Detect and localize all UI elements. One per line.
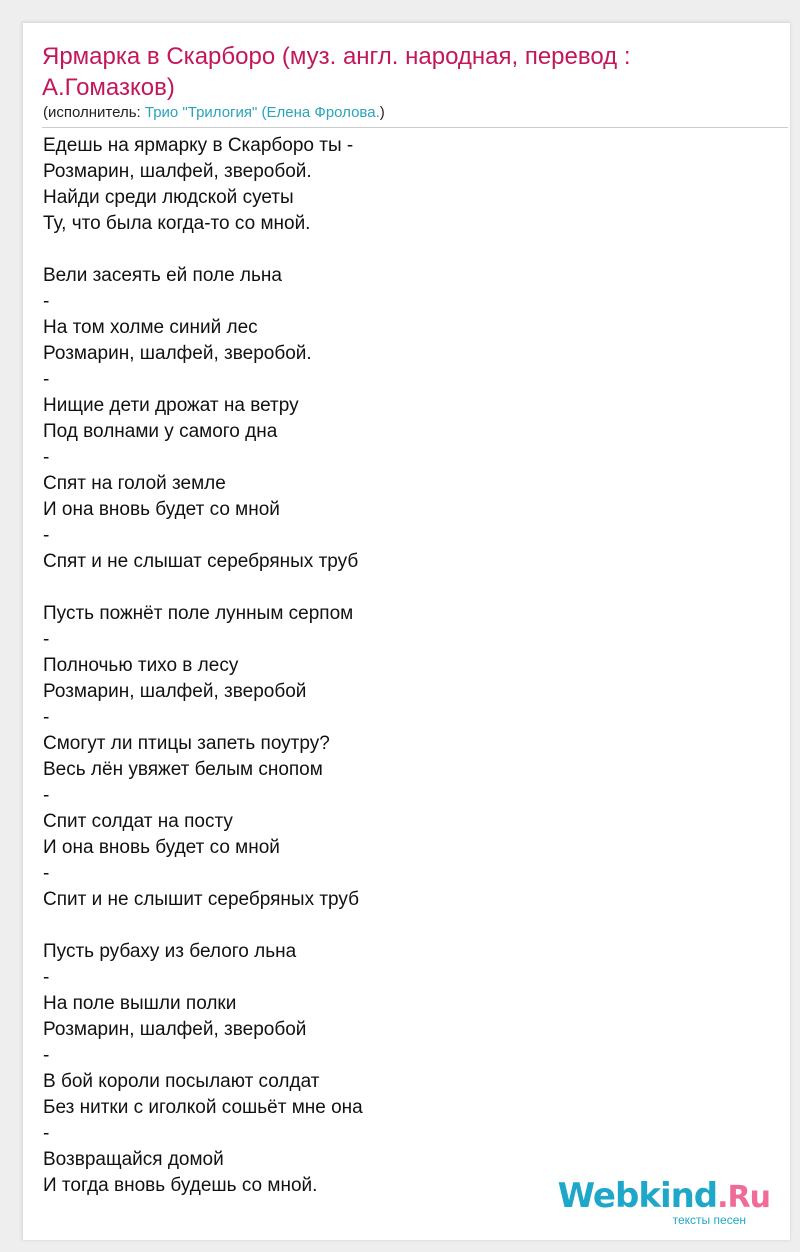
lyric-line: Спит и не слышит серебряных труб	[43, 889, 360, 910]
lyric-line: -	[43, 629, 50, 650]
lyric-line: Спит солдат на посту	[43, 811, 233, 832]
lyric-line	[43, 575, 363, 601]
lyric-line: Вели засеять ей поле льна	[43, 265, 282, 286]
lyric-line: Без нитки с иголкой сошьёт мне она	[43, 1097, 363, 1118]
lyric-line: -	[43, 785, 50, 806]
lyric-line: Спят и не слышат серебряных труб	[43, 551, 359, 572]
performer-prefix: (исполнитель:	[43, 104, 145, 121]
webkind-logo[interactable]	[557, 1176, 770, 1227]
lyric-line: -	[43, 291, 50, 312]
lyric-line: На поле вышли полки	[43, 993, 237, 1014]
lyric-line: Розмарин, шалфей, зверобой.	[43, 161, 312, 182]
lyric-line: Нищие дети дрожат на ветру	[43, 395, 299, 416]
lyric-line: Ту, что была когда-то со мной.	[43, 213, 311, 234]
lyric-line: На том холме синий лес	[43, 317, 258, 338]
lyric-line: Полночью тихо в лесу	[43, 655, 239, 676]
lyric-line: Розмарин, шалфей, зверобой.	[43, 343, 312, 364]
lyric-line: Спят на голой земле	[43, 473, 226, 494]
lyric-line	[43, 237, 363, 263]
lyric-line: И тогда вновь будешь со мной.	[43, 1175, 318, 1196]
lyrics-text	[43, 133, 363, 1199]
lyric-line: Пусть пожнёт поле лунным серпом	[43, 603, 354, 624]
lyric-line: Розмарин, шалфей, зверобой	[43, 1019, 307, 1040]
logo-domain-text: .Ru	[717, 1180, 770, 1215]
lyric-line: Розмарин, шалфей, зверобой	[43, 681, 307, 702]
performer-line	[43, 104, 385, 122]
lyric-line: И она вновь будет со мной	[43, 499, 280, 520]
song-title: Ярмарка в Скарборо (муз. англ. народная, перевод : А.Гомазков)	[42, 43, 631, 101]
lyric-line: -	[43, 1045, 50, 1066]
lyric-line: Смогут ли птицы запеть поутру?	[43, 733, 330, 754]
lyric-line: -	[43, 707, 50, 728]
lyric-line: -	[43, 863, 50, 884]
header-divider	[42, 127, 788, 128]
performer-link[interactable]: Трио "Трилогия" (Елена Фролова.	[144, 104, 380, 121]
lyric-line: -	[43, 447, 50, 468]
lyric-line: Под волнами у самого дна	[43, 421, 278, 442]
lyric-line: -	[43, 1123, 50, 1144]
performer-suffix: )	[379, 104, 385, 121]
lyric-line: -	[43, 369, 50, 390]
logo-tagline: тексты песен	[672, 1213, 746, 1227]
lyric-line: Весь лён увяжет белым снопом	[43, 759, 323, 780]
lyric-line: Пусть рубаху из белого льна	[43, 941, 297, 962]
lyric-line: -	[43, 525, 50, 546]
lyrics-card	[22, 22, 790, 1240]
lyric-line: Едешь на ярмарку в Скарборо ты -	[43, 135, 354, 156]
lyric-line: В бой короли посылают солдат	[43, 1071, 320, 1092]
lyric-line: Найди среди людской суеты	[43, 187, 294, 208]
logo-main-text: Webkind	[557, 1176, 718, 1216]
lyric-line: И она вновь будет со мной	[43, 837, 280, 858]
lyric-line: Возвращайся домой	[43, 1149, 224, 1170]
lyric-line	[43, 913, 363, 939]
lyric-line: -	[43, 967, 50, 988]
